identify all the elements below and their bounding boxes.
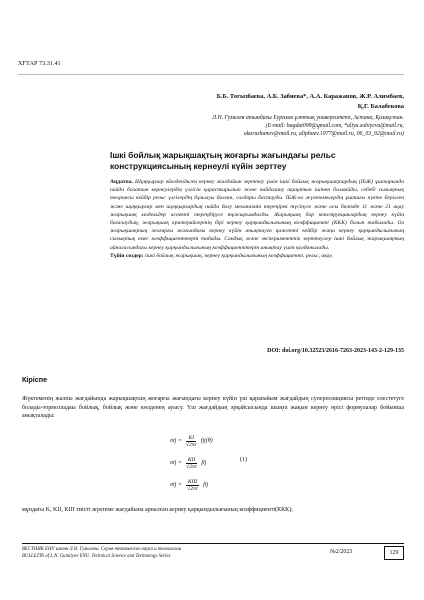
title-line-1: Ішкі бойлық жарықшақтың жоғарғы жағындағы рельс [110,150,336,160]
footer-line-1: ВЕСТНИК ЕНУ имени Л.Н. Гумилева. Серия технические науки и технологии [22,547,182,552]
eq1-den: √2πr [185,441,197,448]
header-divider [18,74,404,75]
eq1-fraction [186,435,197,448]
affiliation [60,114,404,138]
eq3-num: KIII [187,478,198,485]
section-title: Кіріспе [22,375,48,384]
equation-3 [170,474,270,496]
after-equations-text: мұндағы K, KII, KIII тиісті жүктеме жағдайына арналған кернеу қарқындылығының коэффициенті(ККК); [22,507,293,513]
eq1-rhs: fij(θ) [200,438,213,444]
eq2-den: √2πr [186,463,197,470]
affiliation-line-3: akarazhanov@mail.ru, alipbaev.1977@mail.ru, 06_03_92@mail.ru) [243,131,404,137]
authors-line-2: Қ.Г. Балабекова [357,103,404,110]
eq1-num: KI [188,434,195,441]
affiliation-line-1: Л.Н. Гумилев атындағы Еуразия ұлттық университеті, Астана, Қазақстан. [212,115,404,121]
equations-block [170,430,270,496]
equation-number: (1) [240,457,247,463]
intro-paragraph: Жүктеменің жалпы жағдайында жарықшақтың жоғарғы жағындағы кернеу күйін үш қарапайым жағдайдың суперпозициясы ретінде елестетуге болады-тормозладаы бойлық, бойлық және көлденең ауысу. Үш жағдайдың әрқайсысында шыңға жақын кернеу өрісі формулалар бойынша анықталады: [22,396,404,419]
abstract-text: Шұңқырлар әйелдендиген кернеу жағдайын зерттеу үшін ішкі бойлық жарықшақтардың (ІБЖ) ұштарында пайда болатын кернеулердің үлгісін қарастырылып және пайдалану ақиқатын ішінен болмайды, себебі сызықтық теориясы кейбір рельс үлгілердің бұзылуы болған, салдары бастауды. ІБЖ-ға жүктемелердің ұштағы нүкте берілген және шұңқырлар мен шұңқырлардың пайда болу механизмін тереңірек түсінуге және осы бөлімде 11 және 21 ақау жарықшақ модельдер аспекті тереңдіруге тұжырымдалды. Жарықшақ бар конструкциялардың кернеу күйін бағалаудың, жарықшақ критерийлерінің бірі кернеу қарқындылығының коэффициенті (ККК) болып табылады. Ол жарықшақтың жоғарғы жағындағы кернеу күйін анықтауға қажетті кейбір жаңа кернеу қарқындылығының сызықтық емес коэффициенттерін табады. Сандық және эксперименттік зерттеулер ішкі бойлық жарықшақтың айналасындағы кернеу қарқындылығының коэффициенттерін анықтау үшін қолданылады. [110,179,404,251]
eq3-rhs: fij [203,482,209,488]
authors [60,92,404,112]
issue-number: №2/2023 [330,549,353,555]
footer-line-2: BULLETIN of L.N. Gumilyov ENU. Technical Science and Technology Series [22,553,171,559]
page-number: 129 [384,546,404,560]
eq2-num: KII [187,456,196,463]
keywords-label: Түйін сөздер: [110,252,144,259]
abstract [110,178,404,260]
title-line-2: конструкциясының кернеулі күйін зерттеу [110,161,287,171]
eq3-lhs: σij = [170,482,182,488]
eq2-rhs: fij [201,460,207,466]
eq1-lhs: σij = [170,438,182,444]
classification-code: ХҒТАР 73.31.41 [18,60,61,67]
footer-divider [22,543,404,544]
equation-2 [170,452,270,474]
eq3-den: √2πr [187,485,198,492]
doi-link[interactable]: DOI: doi.org/10.32523/2616-7263-2023-143-2-129-135 [267,348,404,354]
equation-1 [170,430,270,452]
authors-line-1: Б.Б. Тогызбаева, А.Б. Забиева*, А.А. Каражанов, Ж.Р. Алимбаев, [216,93,404,100]
paper-title [110,150,404,172]
eq3-fraction [186,479,199,492]
journal-footer [22,547,322,560]
eq2-lhs: σij = [170,460,182,466]
keywords-text: ішкі бойлық жарықшақ, кернеу қарқындылығының коэффициенті, рельс, ақау. [145,252,333,259]
affiliation-line-2: (E-mail: bagdat099@gmail.com, *aliya.zabiyeva@mail.ru, [265,123,404,129]
eq2-fraction [186,457,197,470]
abstract-label: Аңдатпа. [110,179,133,185]
